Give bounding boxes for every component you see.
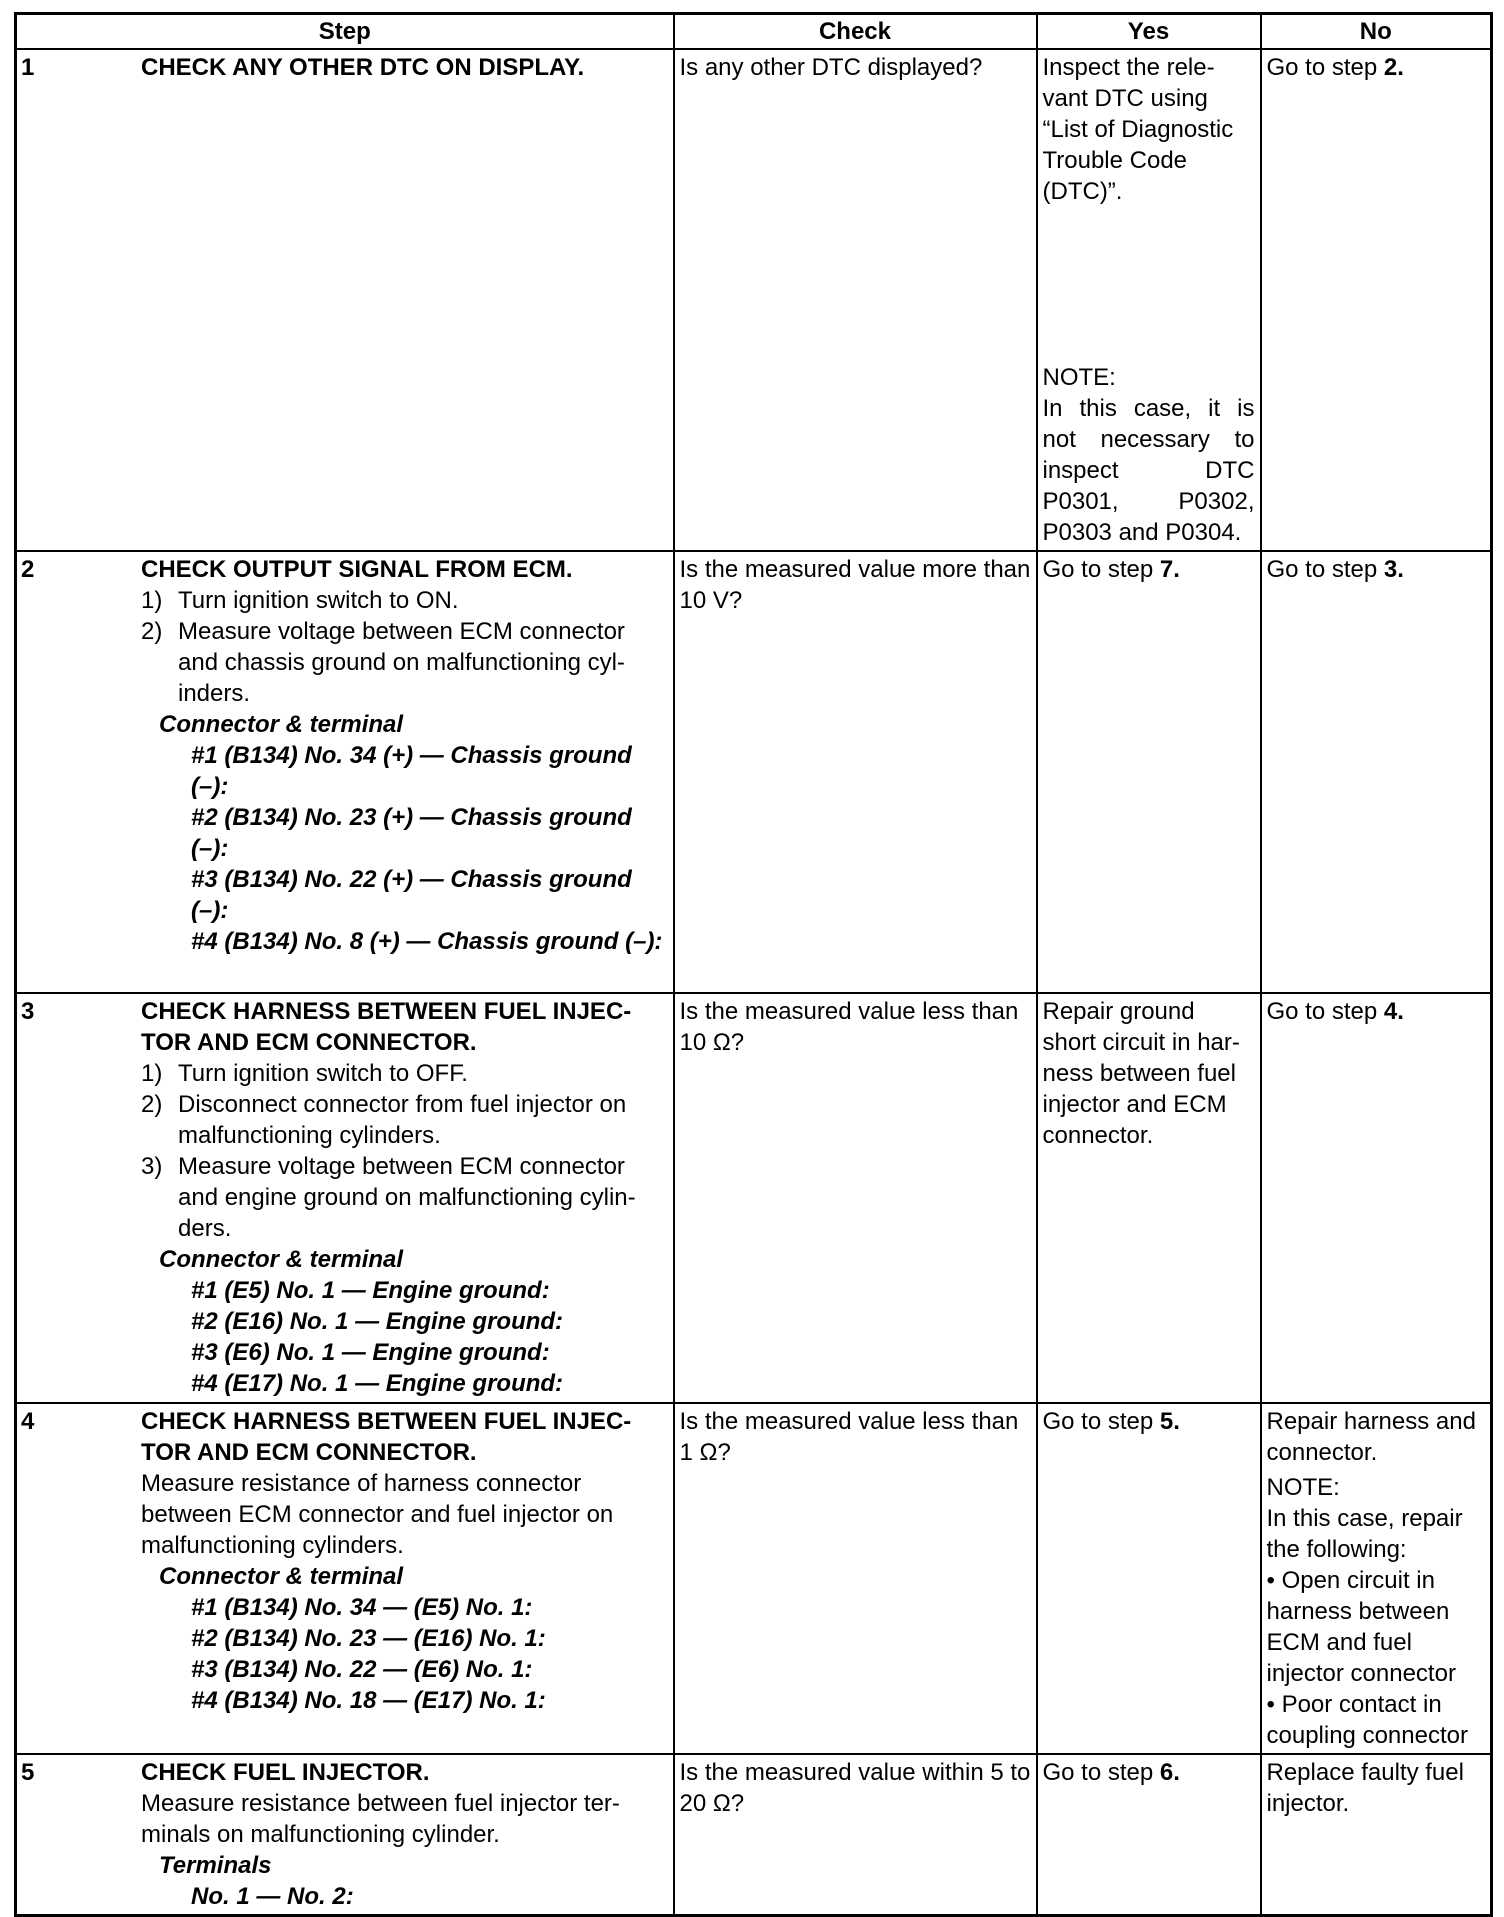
note-label: NOTE: (1266, 1474, 1340, 1501)
list-item: 1) Turn ignition switch to ON. (141, 587, 459, 614)
yes-line: (DTC)”. (1042, 178, 1123, 205)
step-title: CHECK OUTPUT SIGNAL FROM ECM. (141, 556, 573, 583)
yes-cell: Go to step 7. (1037, 551, 1261, 993)
list-item: 2) Disconnect connector from fuel injector on malfunctioning cylinders. (141, 1091, 627, 1149)
terminal-line: #1 (B134) No. 34 (+) — Chassis ground (–): (191, 742, 632, 800)
note-line: In this case, it is (1042, 395, 1255, 422)
table-row (16, 1754, 1492, 1916)
terminal-line: #3 (B134) No. 22 — (E6) No. 1: (191, 1656, 533, 1683)
step-number: 2 (21, 556, 35, 583)
terminal-label: Connector & terminal (159, 1563, 404, 1590)
step-cell (16, 993, 674, 1403)
terminal-line: #2 (E16) No. 1 — Engine ground: (191, 1308, 564, 1335)
step-link: 6. (1159, 1759, 1180, 1786)
no-text: Repair harness and connector. (1266, 1408, 1476, 1466)
list-item: 1) Turn ignition switch to OFF. (141, 1060, 468, 1087)
table-row (16, 551, 1492, 993)
note-line: P0301, P0302, (1042, 488, 1255, 515)
header-no: No (1261, 14, 1492, 50)
table-row (16, 993, 1492, 1403)
note-line: P0303 and P0304. (1042, 519, 1242, 546)
terminal-label: Connector & terminal (159, 711, 404, 738)
terminal-line: #1 (E5) No. 1 — Engine ground: (191, 1277, 550, 1304)
step-number: 5 (21, 1759, 35, 1786)
check-cell: Is the measured value less than 1 Ω? (674, 1403, 1037, 1754)
check-cell: Is the measured value more than 10 V? (674, 551, 1037, 993)
yes-cell: Repair ground short circuit in har-ness between fuel injector and ECM connector. (1037, 993, 1261, 1403)
terminal-line: #2 (B134) No. 23 (+) — Chassis ground (–): (191, 804, 632, 862)
step-number: 4 (21, 1408, 35, 1435)
terminal-line: No. 1 — No. 2: (191, 1883, 354, 1910)
step-cell (16, 49, 674, 551)
step-cell (16, 551, 674, 993)
header-yes: Yes (1037, 14, 1261, 50)
step-number: 1 (21, 54, 35, 81)
step-link: 3. (1383, 556, 1404, 583)
note-label: NOTE: (1042, 364, 1116, 391)
step-cell (16, 1403, 674, 1754)
note-line: inspect DTC (1042, 457, 1255, 484)
yes-cell: Go to step 6. (1037, 1754, 1261, 1916)
bullet-item: • Poor contact in coupling connector (1266, 1691, 1468, 1749)
step-link: 4. (1383, 998, 1404, 1025)
table-row (16, 49, 1492, 551)
no-cell (1261, 49, 1492, 551)
terminal-line: #2 (B134) No. 23 — (E16) No. 1: (191, 1625, 546, 1652)
yes-cell (1037, 49, 1261, 551)
terminal-line: #3 (E6) No. 1 — Engine ground: (191, 1339, 550, 1366)
check-cell: Is the measured value within 5 to 20 Ω? (674, 1754, 1037, 1916)
step-title: CHECK FUEL INJECTOR. (141, 1759, 430, 1786)
terminal-line: #4 (B134) No. 18 — (E17) No. 1: (191, 1687, 546, 1714)
list-item: 2) Measure voltage between ECM connector and chassis ground on malfunctioning cyl-inders. (141, 618, 625, 707)
yes-line: Inspect the rele- (1042, 54, 1215, 81)
yes-line: vant DTC using (1042, 85, 1208, 112)
terminal-line: #4 (B134) No. 8 (+) — Chassis ground (–): (191, 928, 663, 955)
no-cell: Go to step 4. (1261, 993, 1492, 1403)
step-link: 5. (1159, 1408, 1180, 1435)
note-line: not necessary to (1042, 426, 1255, 453)
no-cell: Go to step 3. (1261, 551, 1492, 993)
list-item: 3) Measure voltage between ECM connector and engine ground on malfunctioning cylin-ders. (141, 1153, 636, 1242)
terminal-label: Connector & terminal (159, 1246, 404, 1273)
header-row (16, 14, 1492, 50)
step-title: CHECK ANY OTHER DTC ON DISPLAY. (141, 54, 585, 81)
check-cell: Is any other DTC displayed? (674, 49, 1037, 551)
yes-line: “List of Diagnostic (1042, 116, 1234, 143)
table-row (16, 1403, 1492, 1754)
diagnostic-table (14, 12, 1493, 1917)
terminal-line: #3 (B134) No. 22 (+) — Chassis ground (–): (191, 866, 632, 924)
yes-line: Trouble Code (1042, 147, 1188, 174)
step-body: Measure resistance between fuel injector ter-minals on malfunctioning cylinder. (141, 1790, 620, 1848)
no-cell (1261, 1403, 1492, 1754)
step-title: CHECK HARNESS BETWEEN FUEL INJEC-TOR AND ECM CONNECTOR. (141, 998, 632, 1056)
header-step: Step (16, 14, 674, 50)
bullet-item: • Open circuit in harness between ECM and fuel injector connector (1266, 1567, 1456, 1687)
step-number: 3 (21, 998, 35, 1025)
step-title: CHECK HARNESS BETWEEN FUEL INJEC-TOR AND ECM CONNECTOR. (141, 1408, 632, 1466)
note-text: In this case, repair the following: (1266, 1505, 1463, 1563)
no-cell: Replace faulty fuel injector. (1261, 1754, 1492, 1916)
check-cell: Is the measured value less than 10 Ω? (674, 993, 1037, 1403)
no-text: Go to step (1266, 54, 1378, 81)
terminal-label: Terminals (159, 1852, 272, 1879)
yes-cell: Go to step 5. (1037, 1403, 1261, 1754)
step-link: 7. (1159, 556, 1180, 583)
terminal-line: #1 (B134) No. 34 — (E5) No. 1: (191, 1594, 533, 1621)
header-check: Check (674, 14, 1037, 50)
step-link: 2. (1383, 54, 1404, 81)
terminal-line: #4 (E17) No. 1 — Engine ground: (191, 1370, 564, 1397)
step-cell (16, 1754, 674, 1916)
step-body: Measure resistance of harness connector between ECM connector and fuel injector on malfunctioning cylinders. (141, 1470, 614, 1559)
